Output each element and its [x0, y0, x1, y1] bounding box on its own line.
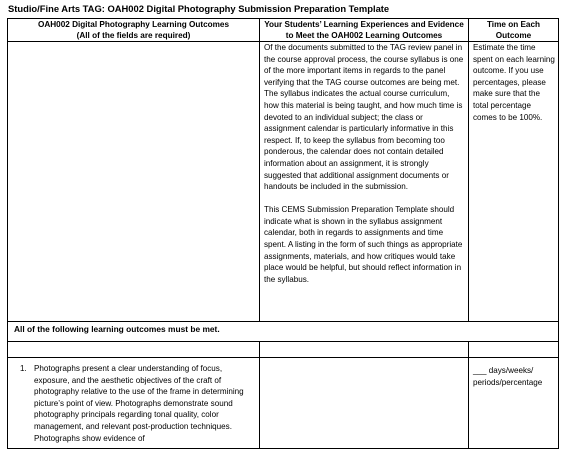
outcome-number: 1.	[20, 364, 27, 373]
section-row	[8, 322, 559, 342]
outcome-row	[8, 358, 559, 449]
header-learning-outcomes-line1: OAH002 Digital Photography Learning Outcomes	[37, 20, 230, 29]
header-learning-outcomes	[8, 19, 260, 42]
header-time-on-outcome	[469, 19, 559, 42]
instructions-paragraph-template: This CEMS Submission Preparation Template should indicate what is shown in the syllabus assignment calendar, both in regards to assignments and time spent. A listing in the form of such things as appropriate assignments, materials, and how critiques would take place would be helpful, but should reflect information in the syllabus.	[264, 205, 463, 284]
outcome-text-cell	[8, 358, 260, 449]
instructions-outcome-cell[interactable]	[8, 42, 260, 322]
outcome-time-placeholder: ___ days/weeks/ periods/percentage	[473, 366, 543, 387]
section-heading: All of the following learning outcomes must be met.	[8, 322, 559, 342]
blank-cell-time[interactable]	[469, 342, 559, 358]
submission-template-table	[7, 18, 559, 449]
instructions-time-cell[interactable]	[469, 42, 559, 322]
document-title: Studio/Fine Arts TAG: OAH002 Digital Photography Submission Preparation Template	[8, 3, 390, 14]
header-student-experiences-line1: Your Students’ Learning Experiences and Evidence	[264, 20, 464, 29]
blank-row	[8, 342, 559, 358]
header-time-line1: Time on Each	[486, 20, 541, 29]
header-learning-outcomes-line2: (All of the fields are required)	[76, 30, 191, 40]
outcome-text: Photographs present a clear understanding of focus, exposure, and the aesthetic objectives of the craft of photography relative to the use of the frame in determining picture’s point of view. Photographs demonstrate sound photography principals regarding tonal quality, color management, and relevant post-production techniques. Photographs show evidence of	[34, 364, 244, 443]
blank-cell-experiences[interactable]	[260, 342, 469, 358]
instructions-paragraph-syllabus: Of the documents submitted to the TAG review panel in the course approval process, the course syllabus is one of the more important items in regards to the panel verifying that the TAG course outcomes are being met. The syllabus indicates the actual course curriculum, how this material is being taught, and how much time is devoted to an individual subject; the class or assignment calendar is particularly informative in this respect. If, to keep the syllabus from becoming too ponderous, the calendar does not contain detailed information about an assignment, it is strongly suggested that additional assignment documents or handouts be included in the submission.	[264, 43, 464, 192]
outcome-time-cell[interactable]	[469, 358, 559, 449]
header-student-experiences-line2: to Meet the OAH002 Learning Outcomes	[285, 30, 443, 40]
header-time-line2: Outcome	[495, 30, 532, 40]
instructions-experiences-cell[interactable]	[260, 42, 469, 322]
outcome-evidence-input[interactable]	[260, 358, 469, 449]
header-row	[8, 19, 559, 42]
instructions-row	[8, 42, 559, 322]
header-student-experiences	[260, 19, 469, 42]
time-estimate-note: Estimate the time spent on each learning outcome. If you use percentages, please make sure that the total percentage comes to be 100%.	[473, 43, 555, 122]
blank-cell-outcome[interactable]	[8, 342, 260, 358]
